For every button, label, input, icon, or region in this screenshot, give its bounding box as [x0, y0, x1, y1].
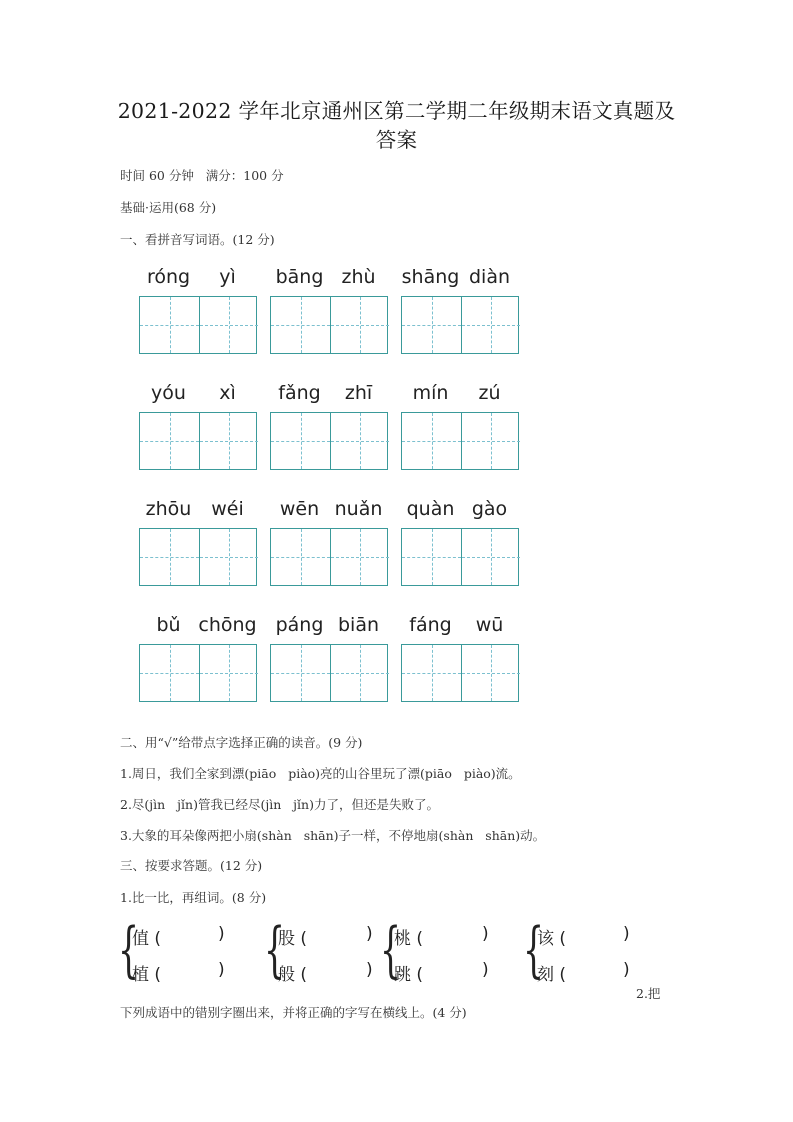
pinyin-row: [139, 382, 529, 408]
guide-line-horizontal: [402, 673, 461, 674]
tianzige-box-group: [401, 528, 519, 586]
guide-line-horizontal: [200, 557, 258, 558]
pinyin-syllable: chōng: [198, 614, 257, 636]
guide-line-horizontal: [402, 325, 461, 326]
pinyin-syllable: bǔ: [156, 614, 181, 636]
tianzige-cell[interactable]: [271, 645, 330, 701]
pinyin-syllable: fǎng: [278, 382, 321, 404]
pinyin-syllable: nuǎn: [334, 498, 383, 520]
tianzige-cell[interactable]: [402, 529, 461, 585]
pinyin-row: [139, 498, 529, 524]
guide-line-horizontal: [271, 673, 330, 674]
pinyin-syllable: gào: [471, 498, 508, 520]
guide-line-horizontal: [271, 557, 330, 558]
close-paren: ): [623, 924, 630, 944]
guide-line-horizontal: [462, 557, 520, 558]
guide-line-horizontal: [462, 673, 520, 674]
answer-blank-2b[interactable]: [316, 960, 360, 982]
answer-blank-2a[interactable]: [316, 924, 360, 946]
tianzige-cell[interactable]: [271, 529, 330, 585]
tianzige-box-group: [270, 296, 388, 354]
pinyin-syllable: zhī: [344, 382, 373, 404]
guide-line-horizontal: [140, 325, 199, 326]
guide-line-horizontal: [271, 441, 330, 442]
pair-4-top: 该 (: [537, 929, 567, 949]
time-score-info: 时间 60 分钟 满分：100 分: [120, 168, 284, 183]
guide-line-horizontal: [331, 441, 389, 442]
close-paren: ): [218, 924, 225, 944]
tianzige-cell[interactable]: [402, 645, 461, 701]
pinyin-syllable: quàn: [406, 498, 455, 520]
tianzige-box-group: [139, 412, 257, 470]
tianzige-cell[interactable]: [330, 413, 389, 469]
pinyin-syllable: páng: [275, 614, 324, 636]
close-paren: ): [218, 960, 225, 980]
pair-2-top: 股 (: [278, 929, 308, 949]
guide-line-horizontal: [402, 441, 461, 442]
part3-q2-label: 下列成语中的错别字圈出来，并将正确的字写在横线上。(4 分): [120, 1005, 467, 1020]
close-paren: ): [482, 924, 489, 944]
compare-and-form-words: [118, 915, 698, 988]
pinyin-syllable: yóu: [151, 382, 186, 404]
pair-2-bottom: 般 (: [278, 965, 308, 985]
pinyin-syllable: zú: [478, 382, 501, 404]
pinyin-syllable: fáng: [409, 614, 452, 636]
pinyin-syllable: biān: [337, 614, 380, 636]
brace-icon: {: [264, 915, 286, 985]
brace-icon: {: [380, 915, 402, 985]
pinyin-syllable: shāng: [401, 266, 460, 288]
guide-line-horizontal: [402, 557, 461, 558]
part2-item-2: 2.尽(jìn jǐn)管我已经尽(jìn jǐn)力了，但还是失败了。: [120, 797, 439, 812]
guide-line-horizontal: [140, 557, 199, 558]
pair-3-top: 桃 (: [394, 929, 424, 949]
answer-blank-1a[interactable]: [170, 924, 214, 946]
tianzige-box-group: [270, 412, 388, 470]
tianzige-cell[interactable]: [461, 413, 520, 469]
answer-blank-1b[interactable]: [170, 960, 214, 982]
tianzige-cell[interactable]: [199, 645, 258, 701]
guide-line-horizontal: [271, 325, 330, 326]
close-paren: ): [482, 960, 489, 980]
answer-blank-3a[interactable]: [432, 924, 476, 946]
pinyin-syllable: mín: [412, 382, 449, 404]
part2-item-1: 1.周日，我们全家到漂(piāo piào)亮的山谷里玩了漂(piāo piào)流。: [120, 766, 521, 781]
document-title: [100, 97, 693, 155]
pinyin-syllable: diàn: [468, 266, 511, 288]
tianzige-cell[interactable]: [461, 529, 520, 585]
guide-line-horizontal: [462, 325, 520, 326]
pair-4-bottom: 刻 (: [537, 965, 567, 985]
tianzige-cell[interactable]: [199, 529, 258, 585]
pinyin-syllable: wū: [475, 614, 504, 636]
pinyin-syllable: wéi: [211, 498, 244, 520]
guide-line-horizontal: [331, 557, 389, 558]
part1-heading: 一、看拼音写词语。(12 分): [120, 232, 275, 247]
guide-line-horizontal: [200, 441, 258, 442]
tianzige-cell[interactable]: [199, 297, 258, 353]
part3-q2-prefix: 2.把: [636, 986, 661, 1001]
guide-line-horizontal: [331, 325, 389, 326]
tianzige-cell[interactable]: [140, 413, 199, 469]
pinyin-row: [139, 266, 529, 292]
pair-3-bottom: 跳 (: [394, 965, 424, 985]
pinyin-syllable: zhù: [341, 266, 376, 288]
tianzige-box-group: [270, 644, 388, 702]
guide-line-horizontal: [462, 441, 520, 442]
tianzige-cell[interactable]: [271, 413, 330, 469]
pinyin-syllable: róng: [146, 266, 191, 288]
brace-icon: {: [523, 915, 545, 985]
close-paren: ): [366, 960, 373, 980]
tianzige-cell[interactable]: [140, 645, 199, 701]
tianzige-cell[interactable]: [140, 529, 199, 585]
guide-line-horizontal: [140, 441, 199, 442]
brace-icon: {: [118, 915, 140, 985]
tianzige-cell[interactable]: [402, 413, 461, 469]
tianzige-cell[interactable]: [271, 297, 330, 353]
tianzige-cell[interactable]: [461, 645, 520, 701]
tianzige-box-group: [139, 296, 257, 354]
answer-blank-4a[interactable]: [575, 924, 619, 946]
part2-heading: 二、用“√”给带点字选择正确的读音。(9 分): [120, 735, 363, 750]
pinyin-row: [139, 614, 529, 640]
tianzige-cell[interactable]: [461, 297, 520, 353]
title-line-1: 2021-2022 学年北京通州区第二学期二年级期末语文真题及: [117, 99, 676, 123]
guide-line-horizontal: [200, 325, 258, 326]
tianzige-cell[interactable]: [330, 645, 389, 701]
tianzige-cell[interactable]: [330, 297, 389, 353]
tianzige-box-group: [401, 644, 519, 702]
tianzige-cell[interactable]: [402, 297, 461, 353]
pair-1-top: 值 (: [132, 929, 162, 949]
guide-line-horizontal: [331, 673, 389, 674]
part2-item-3: 3.大象的耳朵像两把小扇(shàn shān)子一样，不停地扇(shàn shān)动。: [120, 828, 546, 843]
section-label: 基础·运用(68 分): [120, 200, 217, 215]
close-paren: ): [366, 924, 373, 944]
tianzige-box-group: [401, 412, 519, 470]
pinyin-syllable: xì: [219, 382, 236, 404]
pair-1-bottom: 植 (: [132, 965, 162, 985]
part3-q1-label: 1.比一比，再组词。(8 分): [120, 890, 267, 905]
part3-heading: 三、按要求答题。(12 分): [120, 858, 263, 873]
answer-blank-3b[interactable]: [432, 960, 476, 982]
tianzige-box-group: [401, 296, 519, 354]
tianzige-box-group: [270, 528, 388, 586]
guide-line-horizontal: [200, 673, 258, 674]
tianzige-cell[interactable]: [140, 297, 199, 353]
pinyin-syllable: yì: [219, 266, 236, 288]
pinyin-syllable: wēn: [279, 498, 320, 520]
tianzige-box-group: [139, 644, 257, 702]
tianzige-box-group: [139, 528, 257, 586]
answer-blank-4b[interactable]: [575, 960, 619, 982]
tianzige-cell[interactable]: [330, 529, 389, 585]
title-line-2: 答案: [375, 128, 418, 152]
close-paren: ): [623, 960, 630, 980]
pinyin-syllable: bāng: [275, 266, 324, 288]
guide-line-horizontal: [140, 673, 199, 674]
tianzige-cell[interactable]: [199, 413, 258, 469]
pinyin-syllable: zhōu: [145, 498, 192, 520]
